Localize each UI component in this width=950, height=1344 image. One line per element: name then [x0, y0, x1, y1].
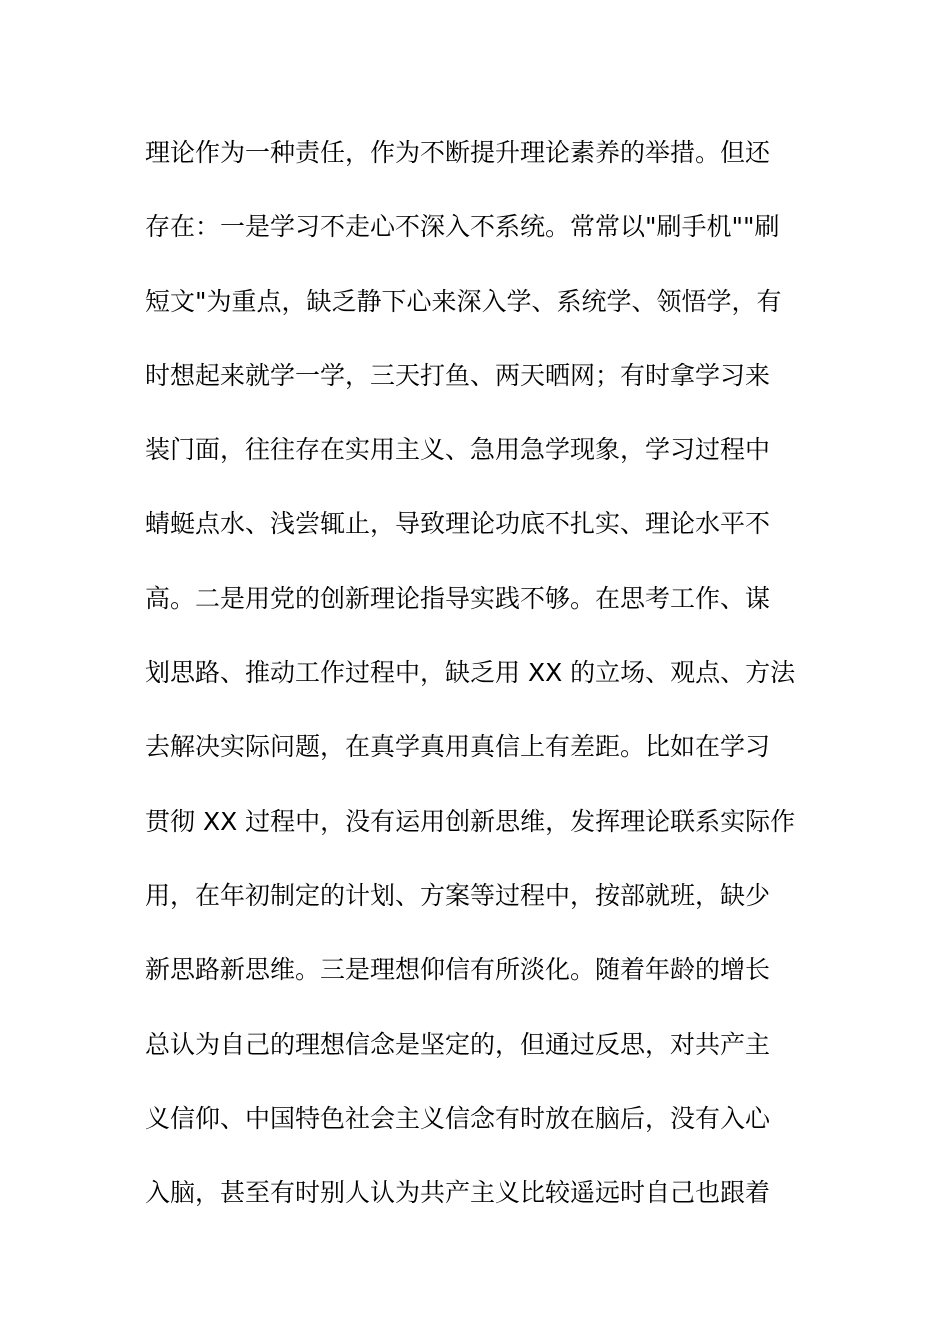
text-line: 义信仰、中国特色社会主义信念有时放在脑后，没有入心 [145, 1103, 771, 1133]
text-line: 装门面，往往存在实用主义、急用急学现象，学习过程中 [145, 435, 771, 465]
text-line: 存在：一是学习不走心不深入不系统。常常以"刷手机""刷 [145, 212, 780, 242]
text-line: 时想起来就学一学，三天打鱼、两天晒网；有时拿学习来 [145, 360, 771, 390]
text-line: 总认为自己的理想信念是坚定的，但通过反思，对共产主 [145, 1029, 771, 1059]
text-line: 去解决实际问题，在真学真用真信上有差距。比如在学习 [145, 732, 771, 762]
text-line: 入脑，甚至有时别人认为共产主义比较遥远时自己也跟着 [145, 1178, 771, 1208]
document-body [145, 116, 825, 1230]
text-line: 贯彻 XX 过程中，没有运用创新思维，发挥理论联系实际作 [145, 806, 796, 836]
text-line: 蜻蜓点水、浅尝辄止，导致理论功底不扎实、理论水平不 [145, 509, 771, 539]
text-line: 划思路、推动工作过程中，缺乏用 XX 的立场、观点、方法 [145, 658, 796, 688]
text-line: 短文"为重点，缺乏静下心来深入学、系统学、领悟学，有 [145, 286, 782, 316]
text-line: 用，在年初制定的计划、方案等过程中，按部就班，缺少 [145, 880, 771, 910]
text-line: 新思路新思维。三是理想仰信有所淡化。随着年龄的增长 [145, 955, 771, 985]
text-line: 理论作为一种责任，作为不断提升理论素养的举措。但还 [145, 138, 771, 167]
text-line: 高。二是用党的创新理论指导实践不够。在思考工作、谋 [145, 583, 771, 613]
